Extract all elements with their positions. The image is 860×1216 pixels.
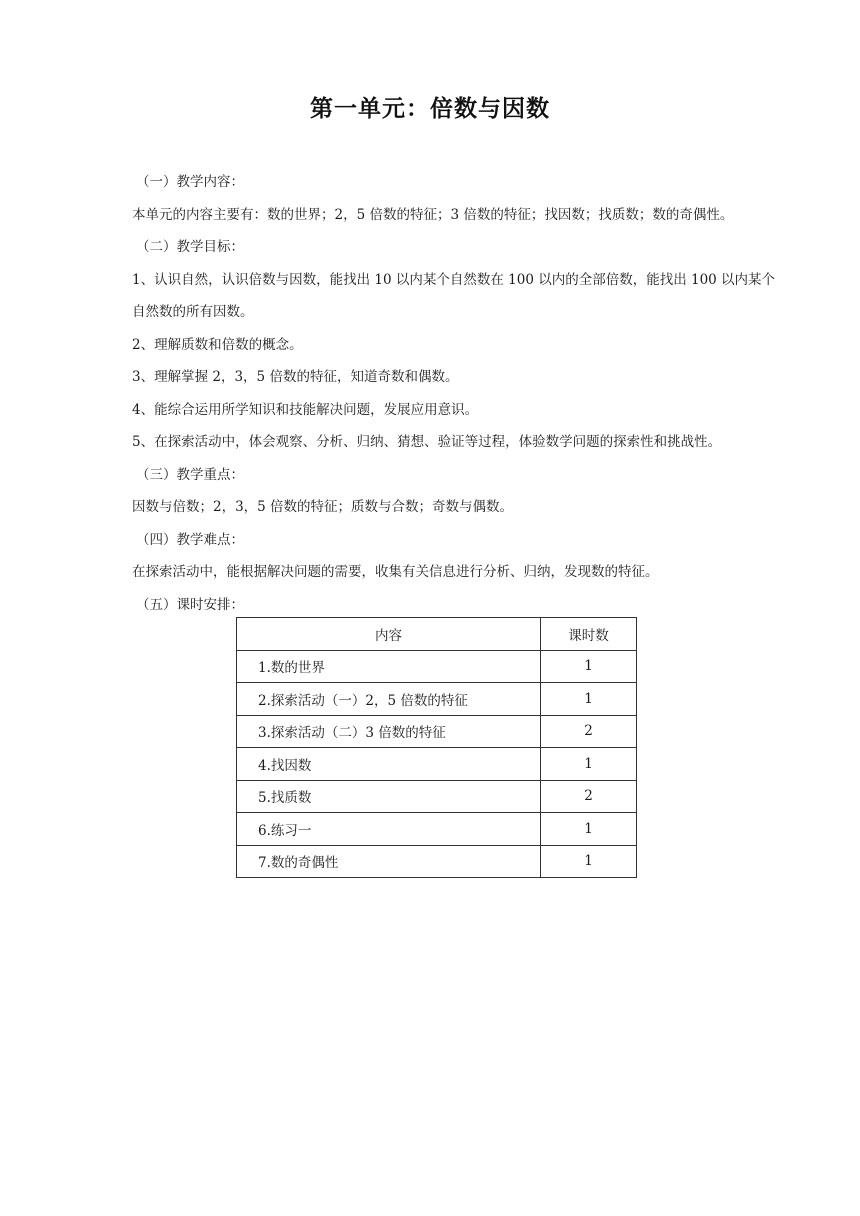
section-heading-content: （一）教学内容： (136, 174, 244, 190)
goal-item: 5、在探索活动中，体会观察、分析、归纳、猜想、验证等过程，体验数学问题的探索性和挑战性。 (132, 434, 722, 450)
goal-item: 3、理解掌握 2，3，5 倍数的特征，知道奇数和偶数。 (132, 369, 459, 385)
cell-hours: 1 (541, 650, 637, 683)
cell-lesson: 6.练习一 (237, 813, 541, 846)
table-row (237, 748, 637, 781)
table-header-row (237, 618, 637, 651)
cell-lesson: 7.数的奇偶性 (237, 845, 541, 878)
cell-hours: 1 (541, 813, 637, 846)
section-heading-difficulties: （四）教学难点： (136, 531, 244, 548)
section-heading-key-points: （三）教学重点： (136, 466, 244, 483)
section-heading-schedule: （五）课时安排： (136, 596, 244, 613)
table-row (237, 813, 637, 846)
table-row (237, 845, 637, 878)
cell-lesson: 3.探索活动（二）3 倍数的特征 (237, 715, 541, 748)
cell-hours: 1 (541, 845, 637, 878)
cell-hours: 2 (541, 715, 637, 748)
section-heading-goals: （二）教学目标： (136, 239, 244, 255)
goal-item: 4、能综合运用所学知识和技能解决问题，发展应用意识。 (132, 401, 479, 418)
cell-lesson: 1.数的世界 (237, 650, 541, 683)
goal-item: 2、理解质数和倍数的概念。 (132, 336, 303, 353)
schedule-table (236, 617, 637, 878)
key-points-paragraph: 因数与倍数；2，3，5 倍数的特征；质数与合数；奇数与偶数。 (132, 499, 514, 515)
cell-lesson: 5.找质数 (237, 780, 541, 813)
document-body (134, 166, 784, 621)
document-title: 第一单元：倍数与因数 (310, 96, 550, 122)
table-row (237, 715, 637, 748)
table-row (237, 780, 637, 813)
cell-hours: 1 (541, 748, 637, 781)
difficulties-paragraph: 在探索活动中，能根据解决问题的需要，收集有关信息进行分析、归纳，发现数的特征。 (132, 564, 659, 580)
cell-hours: 2 (541, 780, 637, 813)
table-row (237, 683, 637, 716)
column-header-hours: 课时数 (541, 618, 637, 651)
table-row (237, 650, 637, 683)
cell-lesson: 2.探索活动（一）2，5 倍数的特征 (237, 683, 541, 716)
goal-item: 1、认识自然，认识倍数与因数，能找出 10 以内某个自然数在 100 以内的全部倍数，能找出 100 以内某个自然数的所有因数。 (132, 271, 776, 320)
cell-hours: 1 (541, 683, 637, 716)
content-paragraph: 本单元的内容主要有：数的世界；2，5 倍数的特征；3 倍数的特征；找因数；找质数；数的奇偶性。 (132, 206, 734, 223)
cell-lesson: 4.找因数 (237, 748, 541, 781)
column-header-content: 内容 (237, 618, 541, 651)
